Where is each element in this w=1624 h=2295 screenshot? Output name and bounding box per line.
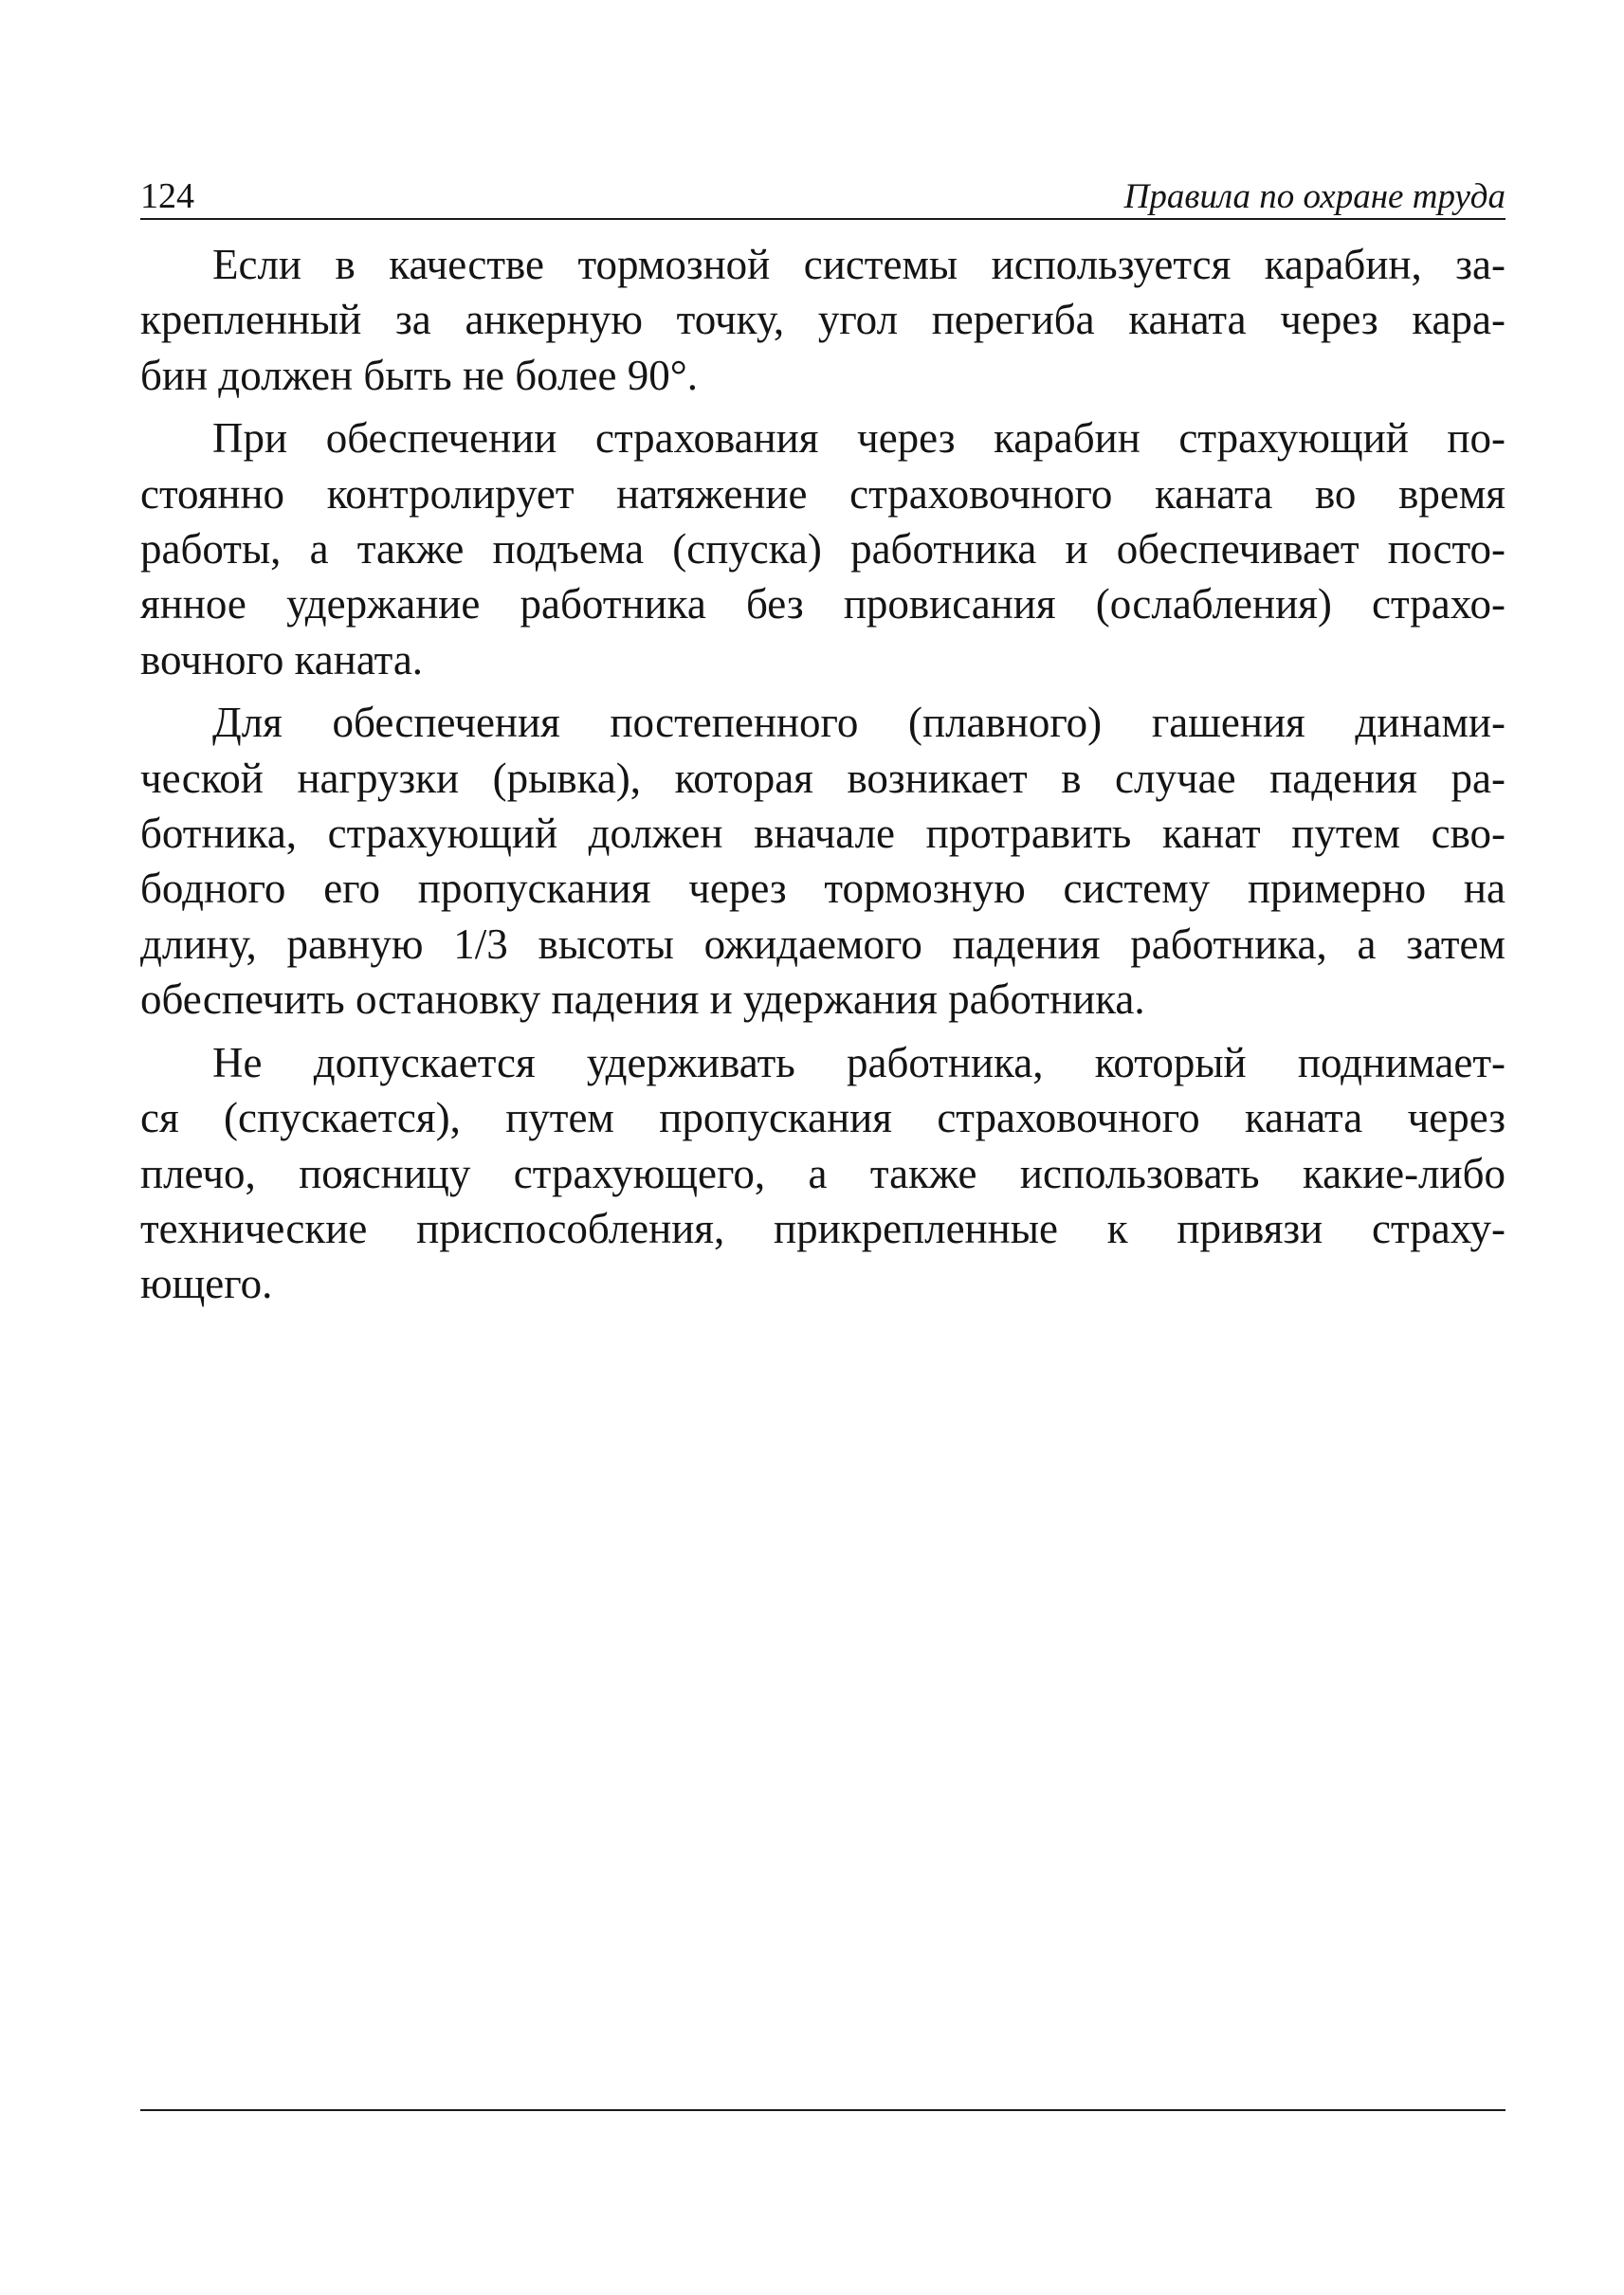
text-line: плечо, поясницу страхующего, а также использовать какие-либо <box>140 1149 1505 1197</box>
text-line: Для обеспечения постепенного (плавного) гашения динами- <box>212 699 1505 747</box>
text-line: ческой нагрузки (рывка), которая возникает в случае падения ра- <box>140 754 1505 802</box>
body-text <box>140 237 1505 1320</box>
text-line: крепленный за анкерную точку, угол перегиба каната через кара- <box>140 296 1505 344</box>
page-header <box>140 169 1505 220</box>
paragraph-4 <box>140 1035 1505 1312</box>
text-line: длину, равную 1/3 высоты ожидаемого падения работника, а затем <box>140 920 1505 968</box>
text-line: Не допускается удерживать работника, который поднимает- <box>212 1038 1505 1086</box>
text-line: вочного каната. <box>140 635 424 683</box>
paragraph-1 <box>140 237 1505 403</box>
text-line: ющего. <box>140 1260 273 1308</box>
text-line: При обеспечении страхования через карабин страхующий по- <box>212 414 1505 463</box>
footer-rule <box>140 2109 1505 2111</box>
text-line: работы, а также подъема (спуска) работника и обеспечивает посто- <box>140 525 1505 574</box>
text-line: ботника, страхующий должен вначале протравить канат путем сво- <box>140 810 1505 858</box>
page-number: 124 <box>140 176 194 216</box>
running-title: Правила по охране труда <box>1123 177 1505 216</box>
text-line: стоянно контролирует натяжение страховочного каната во время <box>140 469 1505 518</box>
text-line: Если в качестве тормозной системы используется карабин, за- <box>212 241 1505 288</box>
text-line: ся (спускается), путем пропускания страховочного каната через <box>140 1094 1505 1142</box>
text-line: технические приспособления, прикрепленные к привязи страху- <box>140 1204 1505 1252</box>
text-line: янное удержание работника без провисания (ослабления) страхо- <box>140 580 1505 628</box>
text-line: обеспечить остановку падения и удержания работника. <box>140 975 1145 1024</box>
paragraph-2 <box>140 410 1505 687</box>
text-line: бин должен быть не более 90°. <box>140 351 698 399</box>
text-line: бодного его пропускания через тормозную систему примерно на <box>140 865 1505 913</box>
paragraph-3 <box>140 695 1505 1027</box>
